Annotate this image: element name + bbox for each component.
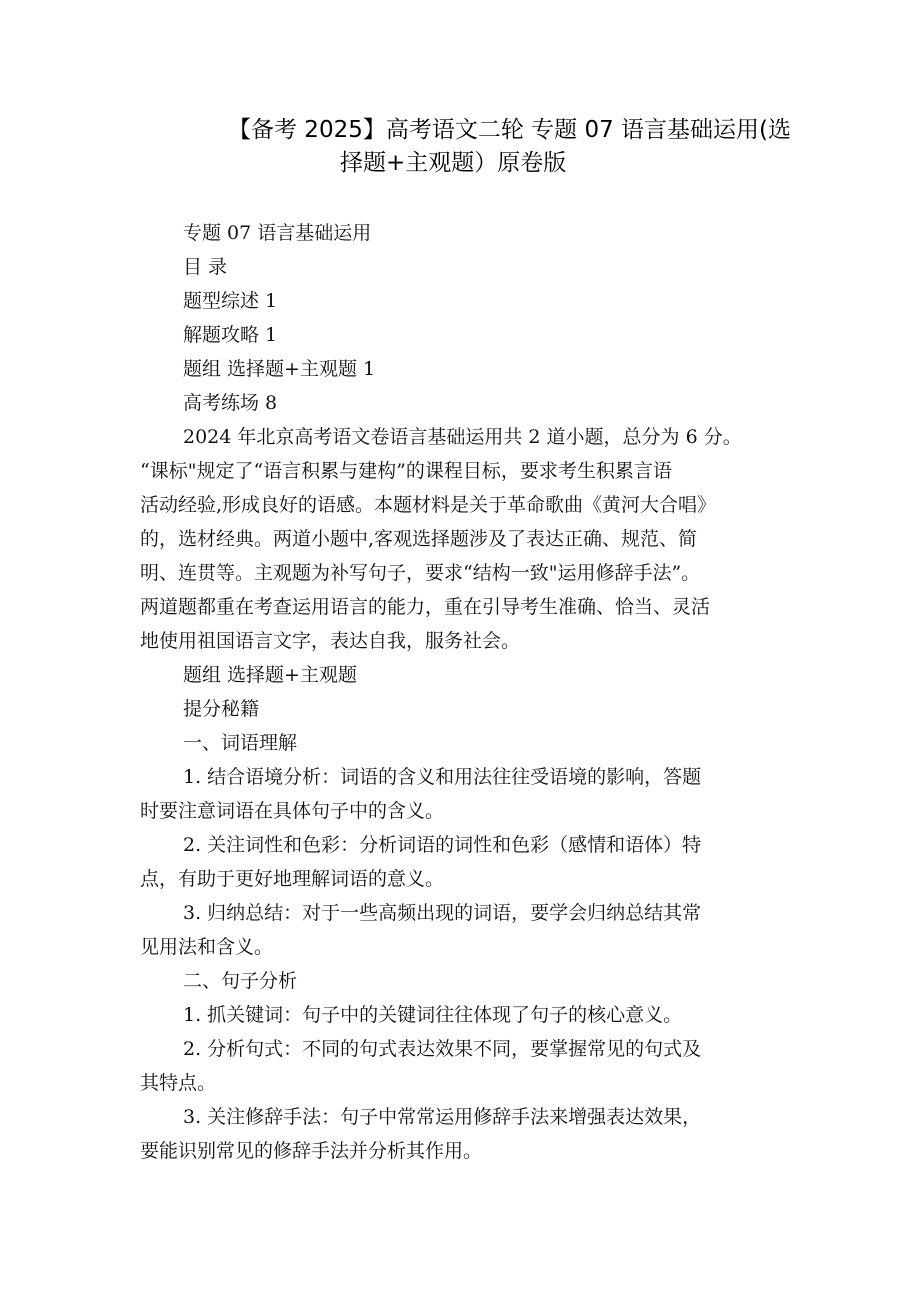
- text-line: 明、连贯等。主观题为补写句子，要求“结构一致"运用修辞手法”。: [140, 562, 701, 584]
- document-title-line-1: 【备考 2025】高考语文二轮 专题 07 语言基础运用(选: [228, 117, 792, 143]
- document-title-line-2: 择题+主观题）原卷版: [340, 150, 567, 176]
- document-body: [140, 216, 820, 1168]
- text-line: 题组 选择题+主观题: [183, 664, 357, 686]
- text-line: 一、词语理解: [183, 732, 298, 754]
- text-line: 点，有助于更好地理解词语的意义。: [140, 868, 445, 890]
- text-line: 地使用祖国语言文字，表达自我，服务社会。: [140, 630, 521, 652]
- text-line: 专题 07 语言基础运用: [183, 222, 372, 244]
- text-line: 题组 选择题+主观题 1: [183, 358, 376, 380]
- text-line: 1. 结合语境分析：词语的含义和用法往往受语境的影响，答题: [183, 766, 702, 788]
- text-line: 目 录: [183, 256, 228, 278]
- text-line: 高考练场 8: [183, 392, 278, 414]
- text-line: 3. 归纳总结：对于一些高频出现的词语，要学会归纳总结其常: [183, 902, 702, 924]
- text-line: 提分秘籍: [183, 698, 260, 720]
- text-line: “课标"规定了“语言积累与建构”的课程目标，要求考生积累言语: [140, 460, 672, 482]
- text-line: 的，选材经典。两道小题中,客观选择题涉及了表达正确、规范、简: [140, 528, 698, 550]
- text-line: 2024 年北京高考语文卷语言基础运用共 2 道小题，总分为 6 分。: [183, 426, 742, 448]
- text-line: 活动经验,形成良好的语感。本题材料是关于革命歌曲《黄河大合唱》: [140, 494, 717, 516]
- text-line: 两道题都重在考查运用语言的能力，重在引导考生准确、恰当、灵活: [140, 596, 711, 618]
- text-line: 二、句子分析: [183, 970, 298, 992]
- text-line: 2. 分析句式：不同的句式表达效果不同，要掌握常见的句式及: [183, 1038, 702, 1060]
- text-line: 见用法和含义。: [140, 936, 274, 958]
- text-line: 解题攻略 1: [183, 324, 278, 346]
- text-line: 1. 抓关键词：句子中的关键词往往体现了句子的核心意义。: [183, 1004, 683, 1026]
- text-line: 要能识别常见的修辞手法并分析其作用。: [140, 1140, 483, 1162]
- text-line: 其特点。: [140, 1072, 217, 1094]
- text-line: 2. 关注词性和色彩：分析词语的词性和色彩（感情和语体）特: [183, 834, 702, 856]
- text-line: 3. 关注修辞手法：句子中常常运用修辞手法来增强表达效果，: [183, 1106, 702, 1128]
- text-line: 时要注意词语在具体句子中的含义。: [140, 800, 445, 822]
- text-line: 题型综述 1: [183, 290, 278, 312]
